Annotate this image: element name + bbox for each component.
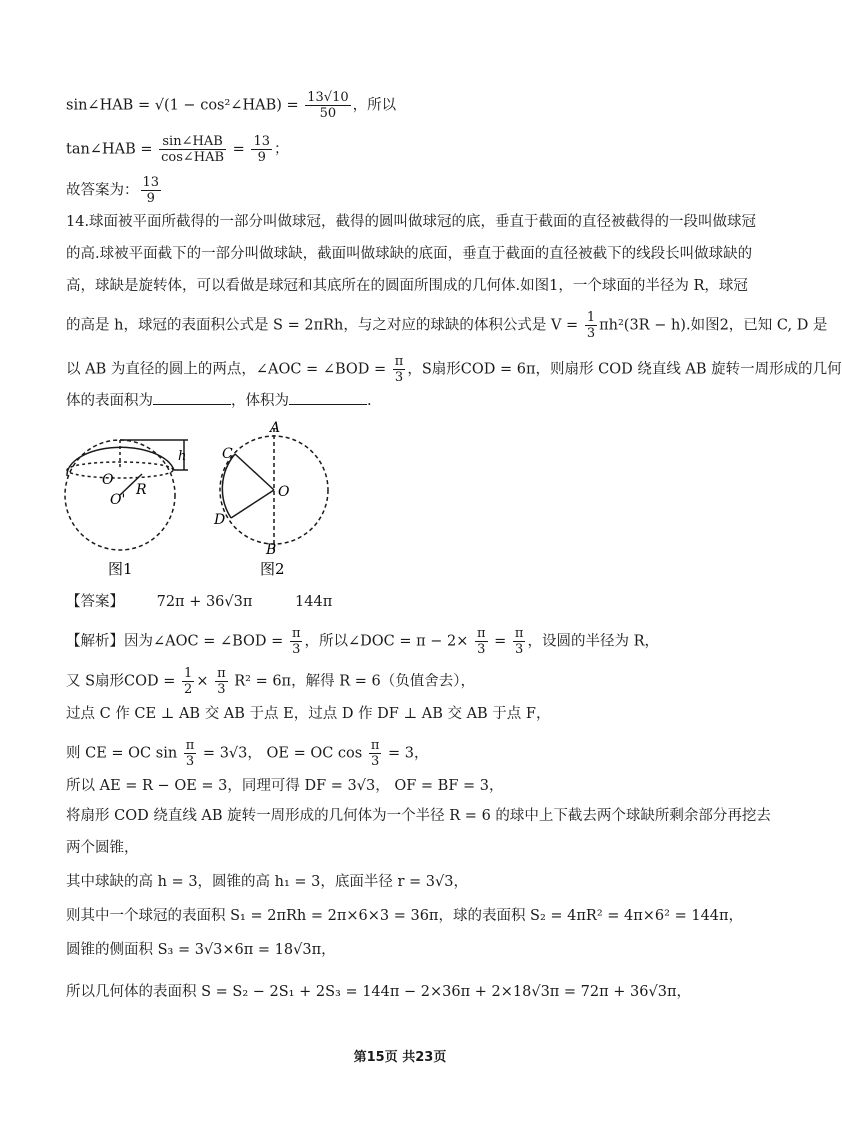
numerator: π	[514, 626, 524, 641]
fraction	[290, 626, 303, 657]
numerator: 1	[184, 666, 193, 681]
label-r: R	[136, 482, 147, 498]
fraction	[393, 354, 406, 385]
solution-line-5: 所以 AE = R − OE = 3，同理可得 DF = 3√3， OF = BF = 3，	[66, 778, 504, 794]
fraction	[369, 738, 382, 769]
problem-line-3: 高，球缺是旋转体，可以看做是球冠和其底所在的圆面所围成的几何体.如图1，一个球面的半径为 R，球冠	[66, 278, 748, 294]
denominator: 9	[257, 150, 266, 165]
figure-2-circle	[220, 428, 328, 550]
page-footer: 第15页 共23页	[353, 1050, 447, 1065]
answer-blank-volume	[289, 390, 367, 405]
problem-line-5	[66, 354, 842, 385]
problem-line-6	[66, 390, 372, 411]
problem-line-4	[66, 310, 827, 341]
tan-hab-line	[66, 134, 288, 165]
denominator: 3	[586, 326, 596, 341]
denominator: 50	[319, 106, 337, 121]
solution-line-1	[66, 626, 659, 657]
fraction	[215, 666, 228, 697]
answer-label: 【答案】	[66, 594, 124, 610]
text: πh²(3R − h).如图2，已知 C, D 是	[599, 317, 828, 334]
answer-1: 72π + 36√3π	[156, 594, 253, 610]
denominator: 3	[185, 754, 195, 769]
solution-line-2	[66, 666, 475, 697]
answer-2: 144π	[295, 594, 333, 610]
figure-1-sphere	[65, 440, 188, 550]
text: ×	[196, 673, 214, 690]
text: ，设圆的半径为 R，	[527, 633, 659, 650]
solution-line-10: 圆锥的侧面积 S₃ = 3√3×6π = 18√3π，	[66, 942, 336, 958]
numerator: sin∠HAB	[159, 134, 226, 150]
label-c: C	[222, 446, 233, 462]
fraction	[475, 626, 488, 657]
fraction	[159, 134, 226, 165]
solution-line-11: 所以几何体的表面积 S = S₂ − 2S₁ + 2S₃ = 144π − 2×36π + 2×18√3π = 72π + 36√3π，	[66, 984, 691, 1000]
numerator: 13√10	[307, 90, 349, 105]
label-h: h	[178, 449, 187, 464]
label-b: B	[266, 542, 277, 558]
text: 【解析】因为∠AOC = ∠BOD =	[66, 633, 288, 650]
solution-line-6: 将扇形 COD 绕直线 AB 旋转一周形成的几何体为一个半径 R = 6 的球中上下截去两个球缺所剩余部分再挖去	[66, 808, 771, 824]
figure-1-caption: 图1	[108, 560, 133, 578]
text: .	[367, 393, 372, 409]
label-a: A	[270, 420, 281, 436]
numerator: 1	[586, 310, 596, 325]
text: 又 S扇形COD =	[66, 673, 181, 690]
answer-line	[66, 592, 332, 612]
problem-line-2: 的高.球被平面截下的一部分叫做球缺，截面叫做球缺的底面，垂直于截面的直径被截下的线段长叫做球缺的	[66, 246, 753, 262]
denominator: 3	[515, 642, 524, 657]
numerator: π	[477, 626, 486, 641]
text: 的高是 h，球冠的表面积公式是 S = 2πRh，与之对应的球缺的体积公式是 V =	[66, 317, 583, 334]
denominator: 3	[477, 642, 486, 657]
text: ，所以∠DOC = π − 2×	[304, 633, 473, 650]
fraction	[585, 310, 597, 341]
text: = 3，	[383, 745, 429, 762]
numerator: π	[394, 354, 404, 369]
solution-line-8: 其中球缺的高 h = 3，圆锥的高 h₁ = 3，底面半径 r = 3√3，	[66, 874, 468, 890]
figures	[50, 418, 350, 583]
solution-line-9: 则其中一个球冠的表面积 S₁ = 2πRh = 2π×6×3 = 36π，球的表面积 S₂ = 4πR² = 4π×6² = 144π，	[66, 908, 744, 924]
text: 体的表面积为	[66, 393, 153, 409]
label-o: O	[102, 472, 114, 488]
text: ，S扇形COD = 6π，则扇形 COD 绕直线 AB 旋转一周形成的几何	[407, 361, 842, 378]
text: =	[489, 633, 511, 650]
solution-line-3: 过点 C 作 CE ⊥ AB 交 AB 于点 E，过点 D 作 DF ⊥ AB 交 AB 于点 F，	[66, 706, 551, 722]
solution-line-7: 两个圆锥，	[66, 840, 139, 856]
denominator: 3	[370, 754, 380, 769]
denominator: 3	[394, 370, 404, 385]
answer-is-line	[66, 175, 163, 206]
fraction	[513, 626, 526, 657]
label-o-prime: O'	[110, 492, 126, 508]
equals: =	[228, 141, 250, 158]
numerator: π	[217, 666, 226, 681]
problem-line-1: 14.球面被平面所截得的一部分叫做球冠，截得的圆叫做球冠的底，垂直于截面的直径被截得的一段叫做球冠	[66, 214, 757, 230]
sin-hab-line	[66, 90, 396, 121]
numerator: π	[185, 738, 195, 753]
numerator: π	[291, 626, 301, 641]
fraction	[184, 738, 197, 769]
text: 则 CE = OC sin	[66, 745, 182, 762]
formula-tail: ；	[273, 141, 289, 158]
label-o2: O	[278, 484, 290, 500]
text: ，体积为	[231, 393, 289, 409]
label-d: D	[214, 512, 226, 528]
denominator: 3	[217, 682, 226, 697]
figure-2-caption: 图2	[260, 560, 285, 578]
fraction	[305, 90, 350, 121]
formula-tail: ，所以	[352, 97, 397, 114]
denominator: 9	[146, 191, 155, 206]
text: = 3√3， OE = OC cos	[198, 745, 367, 762]
fraction	[251, 134, 272, 165]
solution-line-4	[66, 738, 428, 769]
text: R² = 6π，解得 R = 6（负值舍去），	[229, 673, 475, 690]
fraction	[141, 175, 162, 206]
numerator: 13	[142, 175, 160, 190]
text: 以 AB 为直径的圆上的两点，∠AOC = ∠BOD =	[66, 361, 391, 378]
formula-text: tan∠HAB =	[66, 141, 158, 158]
answer-prefix: 故答案为：	[66, 182, 139, 199]
denominator: 2	[184, 682, 193, 697]
numerator: 13	[253, 134, 270, 149]
answer-blank-area	[153, 390, 231, 405]
numerator: π	[370, 738, 380, 753]
fraction	[182, 666, 194, 697]
formula-text: sin∠HAB = √(1 − cos²∠HAB) =	[66, 97, 304, 114]
denominator: cos∠HAB	[161, 150, 225, 165]
denominator: 3	[292, 642, 301, 657]
